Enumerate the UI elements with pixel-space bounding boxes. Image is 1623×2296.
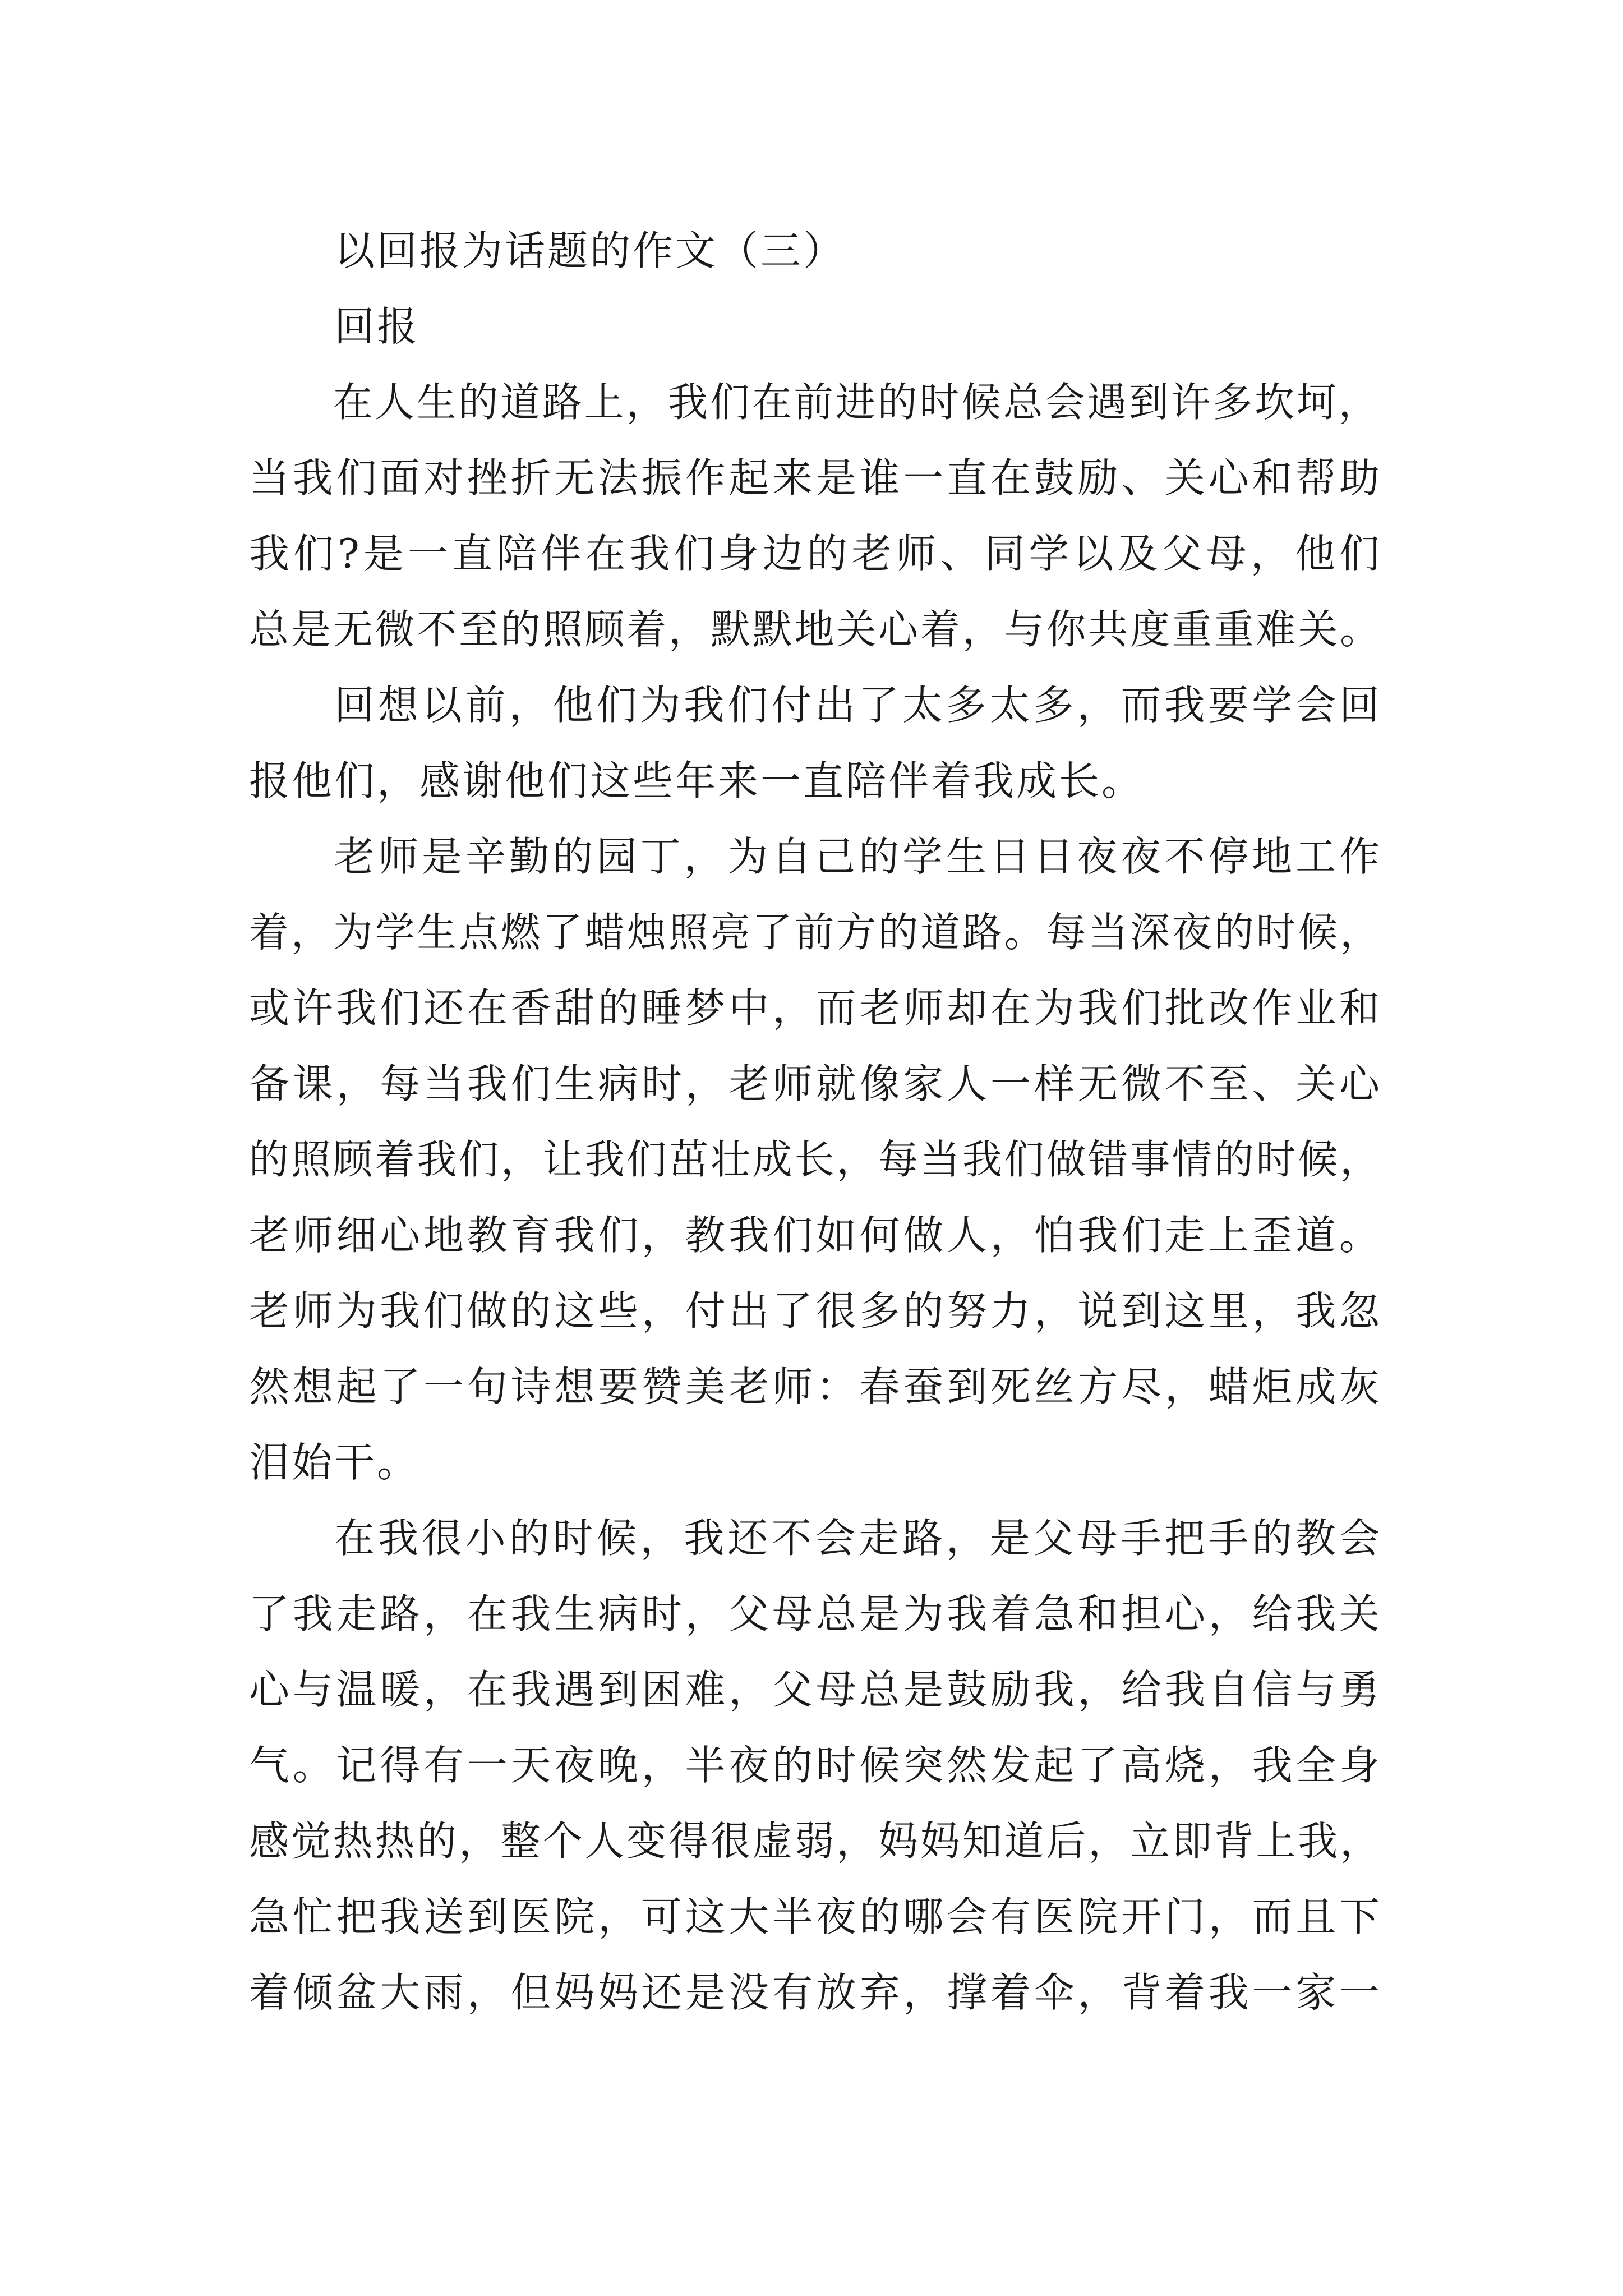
text-line: 我们?是一直陪伴在我们身边的老师、同学以及父母，他们	[249, 530, 1382, 577]
text-line: 在人生的道路上，我们在前进的时候总会遇到许多坎坷，	[333, 379, 1381, 426]
text-line: 老师细心地教育我们，教我们如何做人，怕我们走上歪道。	[249, 1212, 1382, 1259]
text-line: 了我走路，在我生病时，父母总是为我着急和担心，给我关	[249, 1590, 1382, 1637]
text-line: 气。记得有一天夜晚，半夜的时候突然发起了高烧，我全身	[249, 1742, 1382, 1789]
document-title: 以回报为话题的作文（三）	[334, 227, 846, 274]
text-line: 或许我们还在香甜的睡梦中，而老师却在为我们批改作业和	[249, 984, 1382, 1032]
document-body	[249, 213, 1382, 2031]
text-line: 心与温暖，在我遇到困难，父母总是鼓励我，给我自信与勇	[249, 1666, 1382, 1713]
text-line: 老师为我们做的这些，付出了很多的努力，说到这里，我忽	[249, 1287, 1382, 1335]
text-line: 急忙把我送到医院，可这大半夜的哪会有医院开门，而且下	[249, 1893, 1382, 1940]
text-line: 泪始干。	[249, 1439, 420, 1486]
text-line: 老师是辛勤的园丁，为自己的学生日日夜夜不停地工作	[334, 833, 1382, 880]
text-line: 感觉热热的，整个人变得很虚弱，妈妈知道后，立即背上我，	[249, 1818, 1382, 1865]
essay-text	[249, 365, 1382, 2031]
text-line: 回想以前，他们为我们付出了太多太多，而我要学会回	[334, 682, 1382, 729]
text-line: 总是无微不至的照顾着，默默地关心着，与你共度重重难关。	[249, 606, 1382, 653]
text-line: 报他们，感谢他们这些年来一直陪伴着我成长。	[249, 757, 1145, 804]
text-line: 着，为学生点燃了蜡烛照亮了前方的道路。每当深夜的时候，	[249, 909, 1382, 956]
text-line: 着倾盆大雨，但妈妈还是没有放弃，撑着伞，背着我一家一	[249, 1969, 1382, 2016]
essay-subtitle: 回报	[334, 303, 420, 350]
text-line: 当我们面对挫折无法振作起来是谁一直在鼓励、关心和帮助	[249, 454, 1382, 501]
text-line: 备课，每当我们生病时，老师就像家人一样无微不至、关心	[249, 1060, 1382, 1107]
text-line: 然想起了一句诗想要赞美老师：春蚕到死丝方尽，蜡炬成灰	[249, 1363, 1382, 1410]
text-line: 的照顾着我们，让我们茁壮成长，每当我们做错事情的时候，	[249, 1136, 1382, 1183]
text-line: 在我很小的时候，我还不会走路，是父母手把手的教会	[334, 1515, 1382, 1562]
